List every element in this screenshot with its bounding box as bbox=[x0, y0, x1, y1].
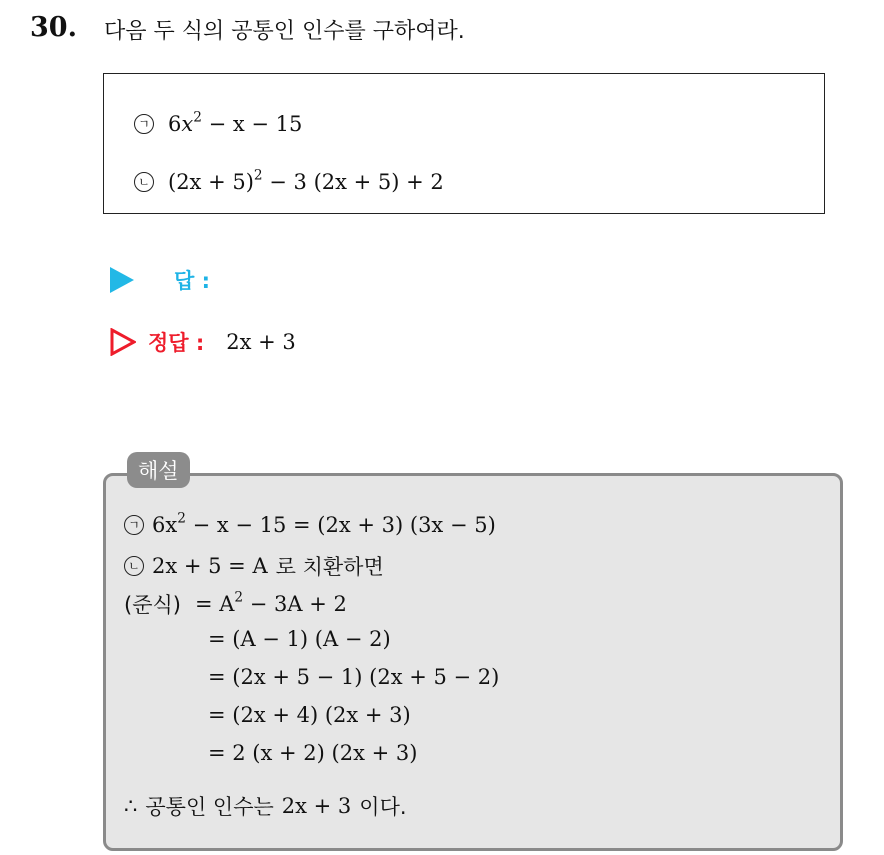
circled-nieun-icon: ㄴ bbox=[134, 172, 154, 192]
correct-answer-row bbox=[110, 327, 296, 357]
sol2-math: 2x + 5 = A bbox=[152, 554, 268, 578]
sol2-text: 로 치환하면 bbox=[275, 555, 384, 579]
sol3-pre: = A bbox=[194, 592, 235, 616]
sol3-label: (준식) bbox=[124, 593, 181, 617]
solution-line-6: = (2x + 4) (2x + 3) bbox=[208, 703, 411, 727]
outline-arrow-icon bbox=[110, 328, 136, 356]
sol1-post: − x − 15 = (2x + 3) (3x − 5) bbox=[185, 513, 496, 537]
question-text: 다음 두 식의 공통인 인수를 구하여라. bbox=[104, 19, 465, 44]
circled-giyeok-icon: ㄱ bbox=[134, 114, 154, 134]
solution-line-3 bbox=[124, 589, 347, 619]
play-arrow-icon bbox=[110, 267, 134, 293]
solution-conclusion bbox=[124, 791, 407, 821]
expr-b-exponent: 2 bbox=[253, 167, 263, 184]
expr-b-base: (2x + 5) bbox=[168, 170, 254, 194]
solution-line-5: = (2x + 5 − 1) (2x + 5 − 2) bbox=[208, 665, 500, 689]
solution-line-2 bbox=[124, 551, 384, 581]
correct-answer-label: 정답 : bbox=[148, 331, 205, 355]
solution-line-7: = 2 (x + 2) (2x + 3) bbox=[208, 741, 418, 765]
conclusion-post: 이다. bbox=[359, 795, 407, 819]
sol1-pre: 6x bbox=[152, 513, 178, 537]
solution-line-4: = (A − 1) (A − 2) bbox=[208, 627, 391, 651]
conclusion-pre: 공통인 인수는 bbox=[145, 795, 274, 819]
therefore-icon: ∴ bbox=[124, 794, 138, 818]
sol1-exponent: 2 bbox=[177, 510, 186, 527]
given-expressions-box bbox=[103, 73, 825, 214]
correct-answer-value: 2x + 3 bbox=[226, 330, 296, 354]
solution-line-1 bbox=[124, 510, 496, 537]
solution-tag: 해설 bbox=[127, 452, 190, 488]
expr-a-exponent: 2 bbox=[193, 109, 202, 126]
circled-giyeok-icon: ㄱ bbox=[124, 515, 144, 535]
answer-row bbox=[110, 265, 210, 295]
conclusion-math: 2x + 3 bbox=[281, 794, 352, 818]
given-expression-a bbox=[134, 109, 303, 136]
sol3-exponent: 2 bbox=[234, 589, 244, 606]
expr-b-rest: − 3 (2x + 5) + 2 bbox=[262, 170, 444, 194]
circled-nieun-icon: ㄴ bbox=[124, 556, 144, 576]
expr-a-coef: 6 bbox=[168, 112, 182, 136]
sol3-post: − 3A + 2 bbox=[243, 592, 347, 616]
answer-label: 답 : bbox=[174, 269, 210, 293]
given-expression-b bbox=[134, 167, 444, 194]
question-number: 30. bbox=[30, 12, 77, 43]
expr-a-rest: − x − 15 bbox=[201, 112, 303, 136]
expr-a-var: x bbox=[181, 112, 194, 136]
